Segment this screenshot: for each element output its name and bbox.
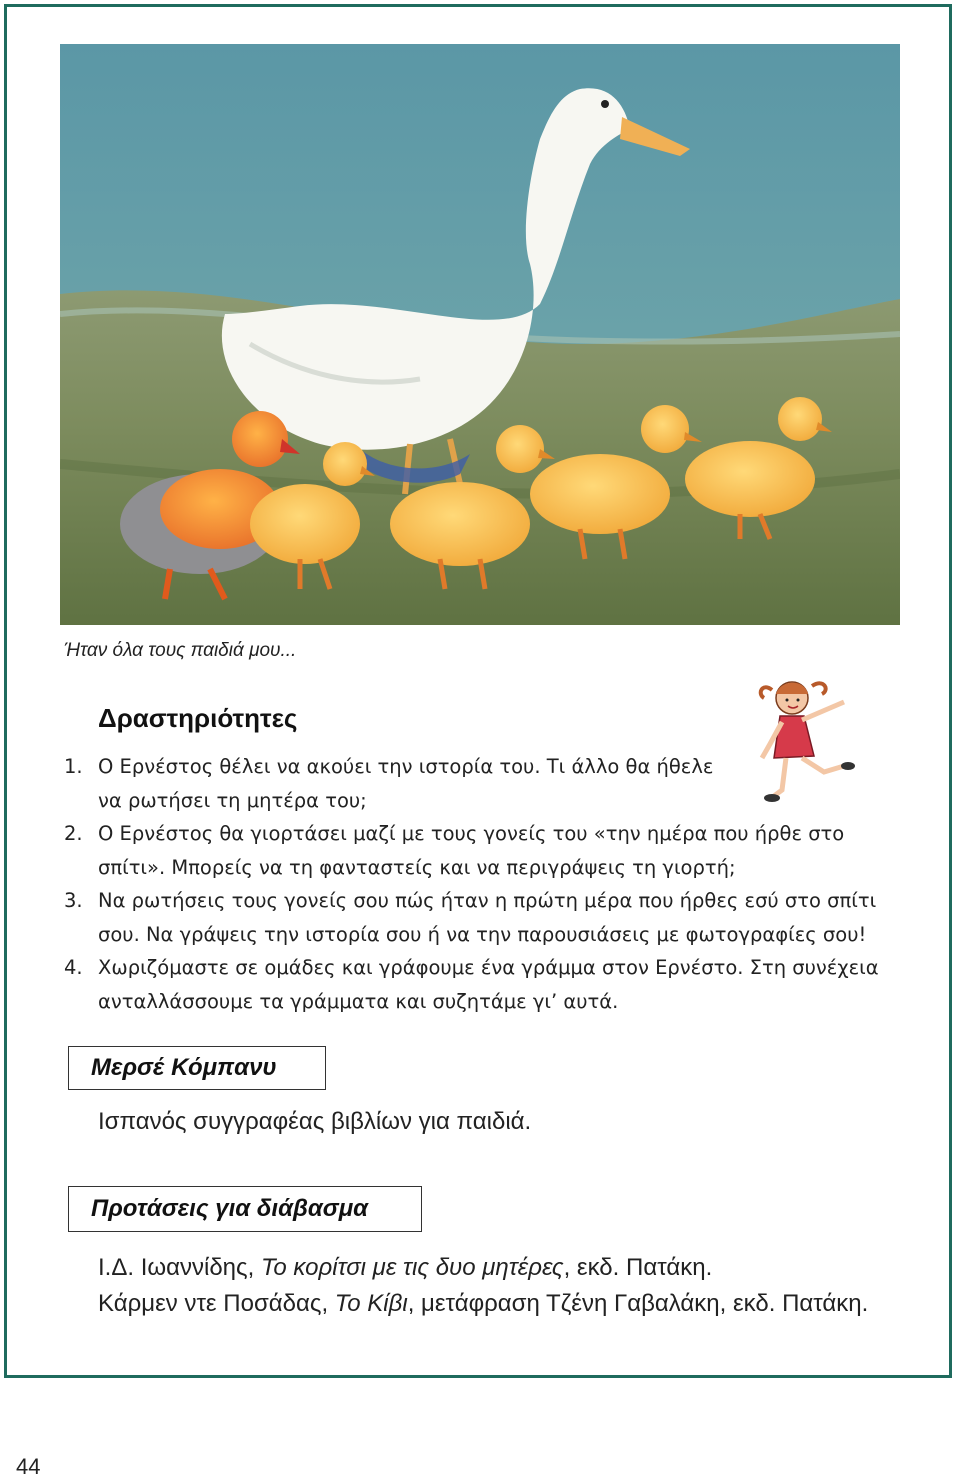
activities-title: Δραστηριότητες [98, 703, 298, 733]
list-item [64, 951, 904, 1018]
list-item [64, 884, 904, 951]
book-publisher: , μετάφραση Τζένη Γαβαλάκη, εκδ. Πατάκη. [407, 1290, 869, 1317]
item-number: 2. [64, 822, 83, 845]
book-author: Ι.Δ. Ιωαννίδης, [98, 1254, 261, 1281]
list-item [98, 1286, 898, 1322]
item-number: 4. [64, 956, 83, 979]
book-author: Κάρμεν ντε Ποσάδας, [98, 1290, 335, 1317]
photo-caption: Ήταν όλα τους παιδιά μου... [64, 640, 297, 661]
author-name: Μερσέ Κόμπανυ [91, 1054, 277, 1081]
list-item [98, 1250, 898, 1286]
list-item [64, 817, 904, 884]
reading-list [98, 1250, 898, 1322]
girl-illustration [752, 672, 862, 808]
item-number: 3. [64, 889, 83, 912]
book-publisher: , εκδ. Πατάκη. [563, 1254, 713, 1281]
page-number: 44 [16, 1454, 41, 1479]
author-description: Ισπανός συγγραφέας βιβλίων για παιδιά. [98, 1108, 532, 1135]
reading-title: Προτάσεις για διάβασμα [91, 1195, 369, 1222]
item-text: Να ρωτήσεις τους γονείς σου πώς ήταν η πρώτη μέρα που ήρθες εσύ στο σπίτι σου. Να γράψεις την ιστορία σου ή να την παρουσιάσεις με φωτογραφίες σου! [98, 889, 877, 946]
book-title: Το κορίτσι με τις δυο μητέρες [260, 1254, 564, 1281]
item-text: Ο Ερνέστος θέλει να ακούει την ιστορία του. Τι άλλο θα ήθελε να ρωτήσει τη μητέρα του; [98, 755, 714, 812]
item-text: Χωριζόμαστε σε ομάδες και γράφουμε ένα γράμμα στον Ερνέστο. Στη συνέχεια ανταλλάσσουμε τα γράμματα και συζητάμε γι’ αυτά. [98, 956, 879, 1013]
author-name-box [68, 1046, 326, 1090]
reading-title-box [68, 1186, 422, 1232]
duck-photo [60, 44, 900, 625]
item-number: 1. [64, 755, 83, 778]
item-text: Ο Ερνέστος θα γιορτάσει μαζί με τους γονείς του «την ημέρα που ήρθε στο σπίτι». Μπορείς να τη φανταστείς και να περιγράψεις τη γιορτή; [98, 822, 845, 879]
book-title: Το Κίβι [334, 1290, 408, 1317]
